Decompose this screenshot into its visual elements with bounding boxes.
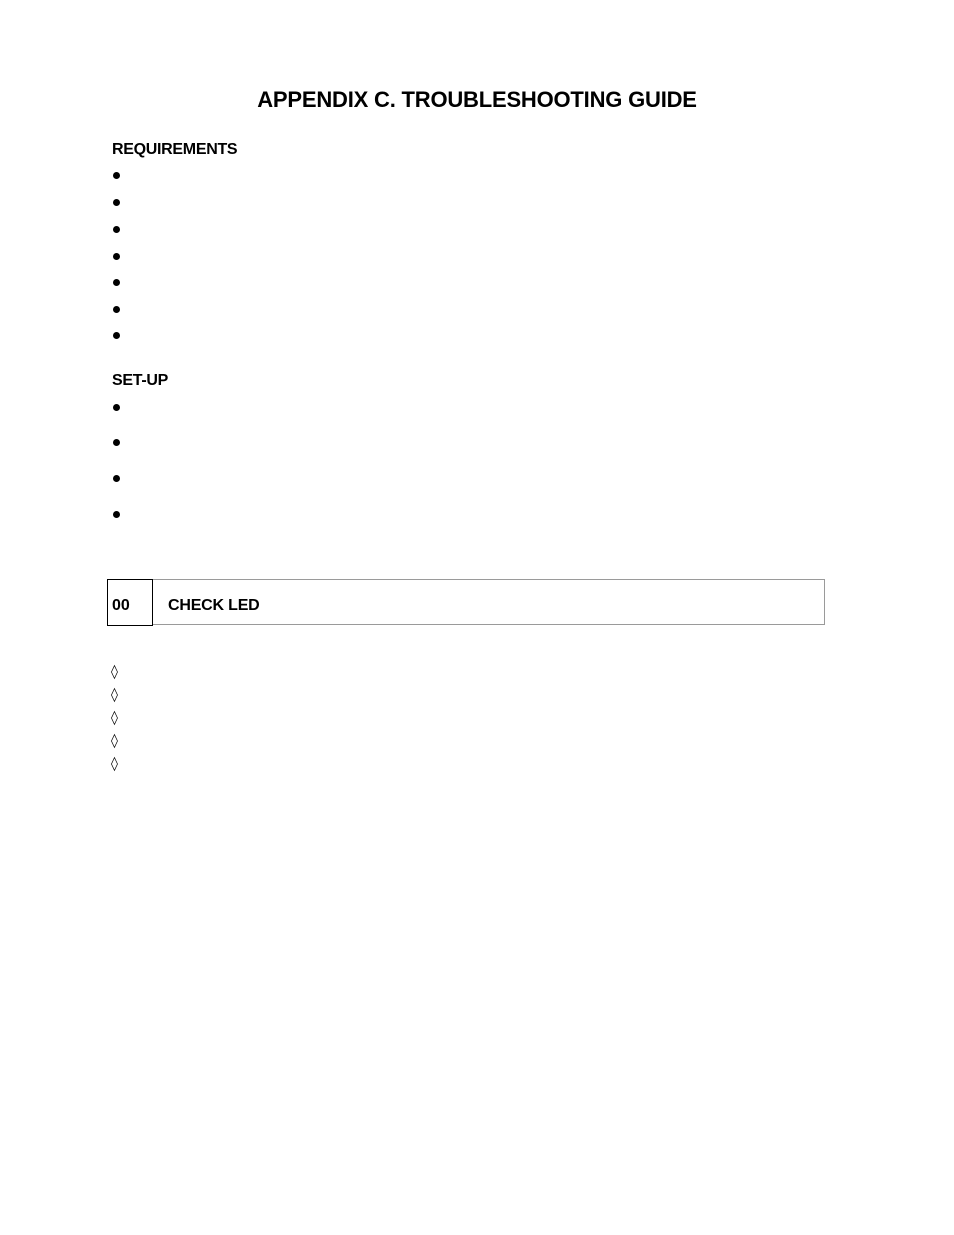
- diamond-bullet-icon: ◊: [111, 756, 118, 772]
- list-bullet: [112, 331, 122, 341]
- list-bullet: [112, 198, 122, 208]
- diamond-bullet-icon: ◊: [111, 733, 118, 749]
- diamond-bullet-icon: ◊: [111, 664, 118, 680]
- list-bullet: [112, 305, 122, 315]
- diamond-bullet-icon: ◊: [111, 687, 118, 703]
- page-title: APPENDIX C. TROUBLESHOOTING GUIDE: [257, 87, 697, 112]
- requirements-heading: REQUIREMENTS: [112, 141, 238, 158]
- setup-heading: SET-UP: [112, 372, 168, 389]
- error-code: 00: [112, 597, 130, 614]
- list-bullet: [112, 438, 122, 448]
- list-bullet: [112, 225, 122, 235]
- list-bullet: [112, 510, 122, 520]
- list-bullet: [112, 474, 122, 484]
- list-bullet: [112, 278, 122, 288]
- list-bullet: [112, 403, 122, 413]
- list-bullet: [112, 252, 122, 262]
- diamond-bullet-icon: ◊: [111, 710, 118, 726]
- error-label: CHECK LED: [168, 597, 260, 614]
- list-bullet: [112, 171, 122, 181]
